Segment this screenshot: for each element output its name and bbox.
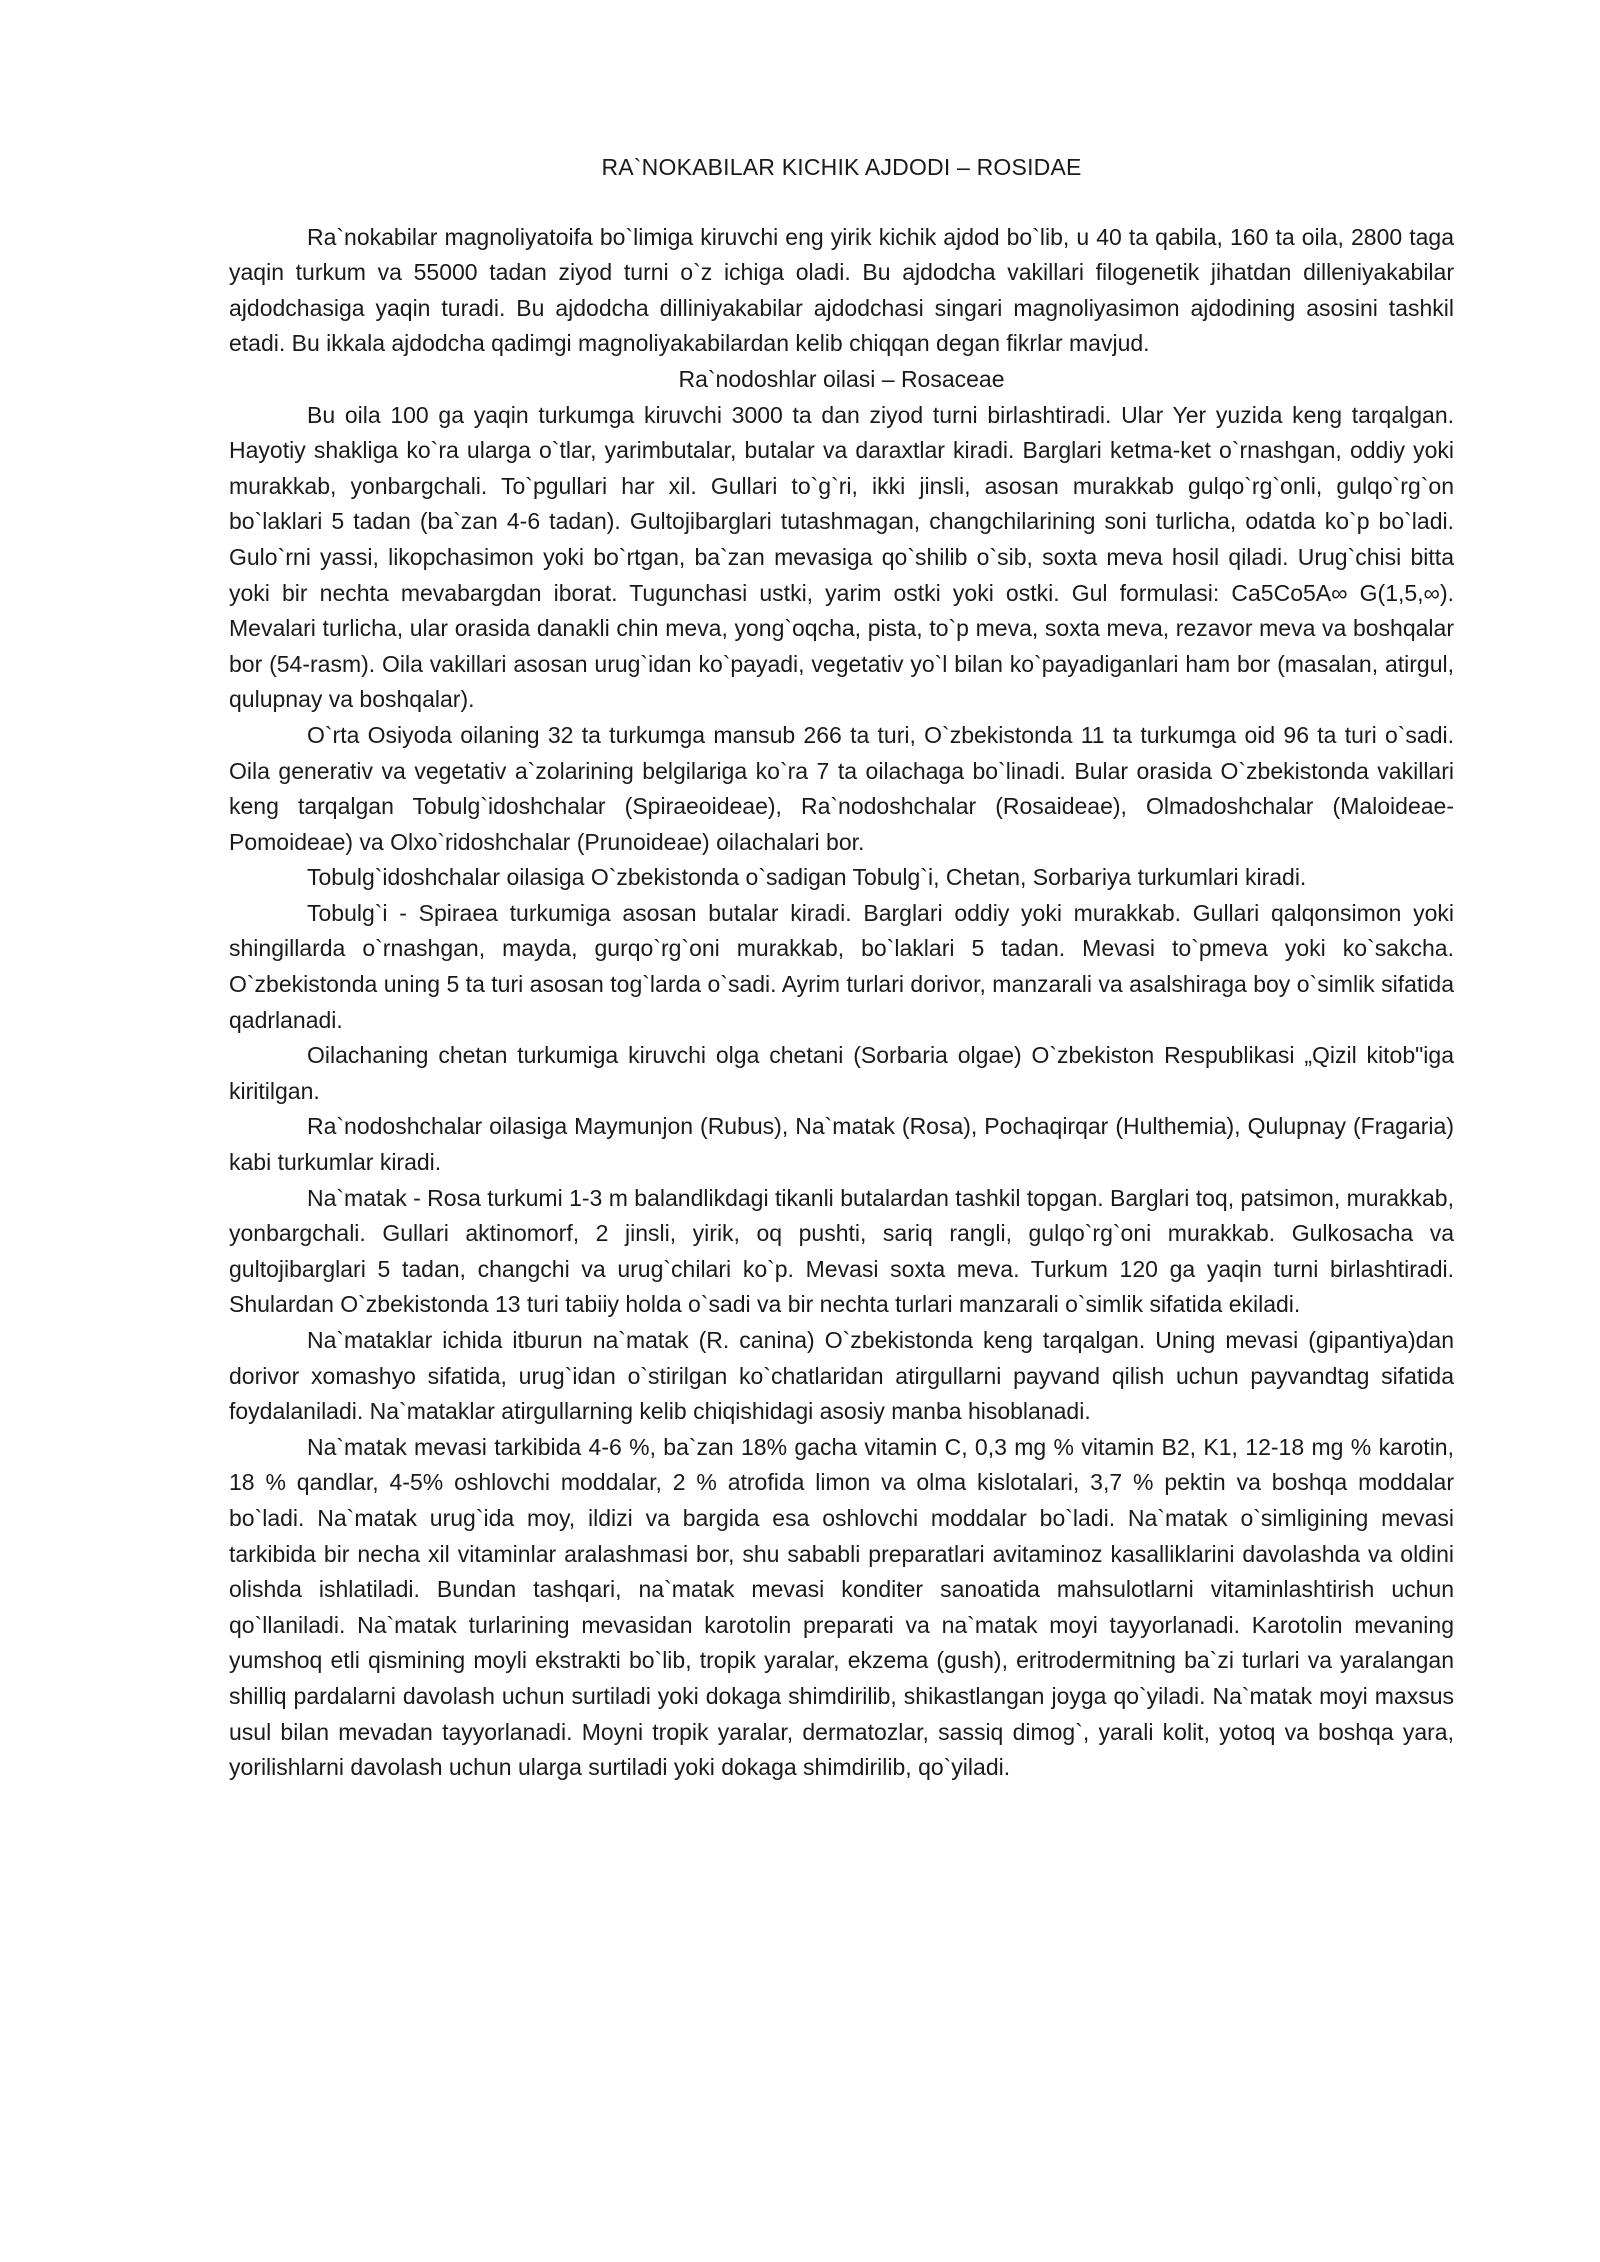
paragraph-spiraeoideae: Tobulg`idoshchalar oilasiga O`zbekistonda o`sadigan Tobulg`i, Chetan, Sorbariya turkumlari kiradi. <box>307 864 1307 891</box>
paragraph-central-asia: O`rta Osiyoda oilaning 32 ta turkumga mansub 266 ta turi, O`zbekistonda 11 ta turkumga oid 96 ta turi o`sadi. Oila generativ va vegetativ a`zolarining belgilariga ko`ra 7 ta oilachaga bo`linadi. Bular orasida O`zbekistonda vakillari keng tarqalgan Tobulg`idoshchalar (Spiraeoideae), Ra`nodoshchalar (Rosaideae), Olmadoshchalar (Maloideae-Pomoideae) va Olxo`ridoshchalar (Prunoideae) oilachalari bor. <box>229 721 1454 855</box>
paragraph-rosa-canina: Na`mataklar ichida itburun na`matak (R. canina) O`zbekistonda keng tarqalgan. Uning mevasi (gipantiya)dan dorivor xomashyo sifatida, urug`idan o`stirilgan ko`chatlaridan atirgullarni payvand qilish uchun payvandtag sifatida foydalaniladi. Na`mataklar atirgullarning kelib chiqishidagi asosiy manba hisoblanadi. <box>229 1327 1454 1425</box>
document-page <box>229 150 1454 1786</box>
intro-paragraph: Ra`nokabilar magnoliyatoifa bo`limiga kiruvchi eng yirik kichik ajdod bo`lib, u 40 ta qabila, 160 ta oila, 2800 taga yaqin turkum va 55000 tadan ziyod turni o`z ichiga oladi. Bu ajdodcha vakillari filogenetik jihatdan dilleniyakabilar ajdodchasiga yaqin turadi. Bu ajdodcha dilliniyakabilar ajdodchasi singari magnoliyasimon ajdodining asosini tashkil etadi. Bu ikkala ajdodcha qadimgi magnoliyakabilardan kelib chiqqan degan fikrlar mavjud. <box>229 223 1454 357</box>
paragraph-rosaideae: Ra`nodoshchalar oilasiga Maymunjon (Rubus), Na`matak (Rosa), Pochaqirqar (Hulthemia), Qulupnay (Fragaria) kabi turkumlar kiradi. <box>229 1113 1454 1176</box>
paragraph-rosa: Na`matak - Rosa turkumi 1-3 m balandlikdagi tikanli butalardan tashkil topgan. Barglari toq, patsimon, murakkab, yonbargchali. Gullari aktinomorf, 2 jinsli, yirik, oq pushti, sariq rangli, gulqo`rg`oni murakkab. Gulkosacha va gultojibarglari 5 tadan, changchi va urug`chilari ko`p. Mevasi soxta meva. Turkum 120 ga yaqin turni birlashtiradi. Shulardan O`zbekistonda 13 turi tabiiy holda o`sadi va bir nechta turlari manzarali o`simlik sifatida ekiladi. <box>229 1184 1454 1318</box>
paragraph-family-description: Bu oila 100 ga yaqin turkumga kiruvchi 3000 ta dan ziyod turni birlashtiradi. Ular Yer yuzida keng tarqalgan. Hayotiy shakliga ko`ra ularga o`tlar, yarimbutalar, butalar va daraxtlar kiradi. Barglari ketma-ket o`rnashgan, oddiy yoki murakkab, yonbargchali. To`pgullari har xil. Gullari to`g`ri, ikki jinsli, asosan murakkab gulqo`rg`onli, gulqo`rg`on bo`laklari 5 tadan (ba`zan 4-6 tadan). Gultojibarglari tutashmagan, changchilarining soni turlicha, odatda ko`p bo`ladi. Gulo`rni yassi, likopchasimon yoki bo`rtgan, ba`zan mevasiga qo`shilib o`sib, soxta meva hosil qiladi. Urug`chisi bitta yoki bir nechta mevabargdan iborat. Tugunchasi ustki, yarim ostki yoki ostki. Gul formulasi: Ca5Co5A∞ G(1,5,∞). Mevalari turlicha, ular orasida danakli chin meva, yong`oqcha, pista, to`p meva, soxta meva, rezavor meva va boshqalar bor (54-rasm). Oila vakillari asosan urug`idan ko`payadi, vegetativ yo`l bilan ko`payadiganlari ham bor (masalan, atirgul, qulupnay va boshqalar). <box>229 401 1454 713</box>
family-subtitle: Ra`nodoshlar oilasi – Rosaceae <box>678 365 1005 392</box>
paragraph-rosa-fruit: Na`matak mevasi tarkibida 4-6 %, ba`zan 18% gacha vitamin C, 0,3 mg % vitamin B2, K1, 12-18 mg % karotin, 18 % qandlar, 4-5% oshlovchi moddalar, 2 % atrofida limon va olma kislotalari, 3,7 % pektin va boshqa moddalar bo`ladi. Na`matak urug`ida moy, ildizi va bargida esa oshlovchi moddalar bo`ladi. Na`matak o`simligining mevasi tarkibida bir necha xil vitaminlar aralashmasi bor, shu sababli preparatlari avitaminoz kasalliklarini davolashda va oldini olishda ishlatiladi. Bundan tashqari, na`matak mevasi konditer sanoatida mahsulotlarni vitaminlashtirish uchun qo`llaniladi. Na`matak turlarining mevasidan karotolin preparati va na`matak moyi tayyorlanadi. Karotolin mevaning yumshoq etli qismining moyli ekstrakti bo`lib, tropik yaralar, ekzema (gush), eritrodermitning ba`zi turlari va yaralangan shilliq pardalarni davolash uchun surtiladi yoki dokaga shimdirilib, shikastlangan joyga qo`yiladi. Na`matak moyi maxsus usul bilan mevadan tayyorlanadi. Moyni tropik yaralar, dermatozlar, sassiq dimog`, yarali kolit, yotoq va boshqa yara, yorilishlarni davolash uchun ularga surtiladi yoki dokaga shimdirilib, qo`yiladi. <box>229 1433 1454 1781</box>
document-title: RA`NOKABILAR KICHIK AJDODI – ROSIDAE <box>601 154 1082 180</box>
paragraph-sorbaria: Oilachaning chetan turkumiga kiruvchi olga chetani (Sorbaria olgae) O`zbekiston Respublikasi „Qizil kitob"iga kiritilgan. <box>229 1042 1454 1104</box>
paragraph-spiraea: Tobulg`i - Spiraea turkumiga asosan butalar kiradi. Barglari oddiy yoki murakkab. Gullari qalqonsimon yoki shingillarda o`rnashgan, mayda, gurqo`rg`oni murakkab, bo`laklari 5 tadan. Mevasi to`pmeva yoki ko`sakcha. O`zbekistonda uning 5 ta turi asosan tog`larda o`sadi. Ayrim turlari dorivor, manzarali va asalshiraga boy o`simlik sifatida qadrlanadi. <box>229 899 1454 1033</box>
